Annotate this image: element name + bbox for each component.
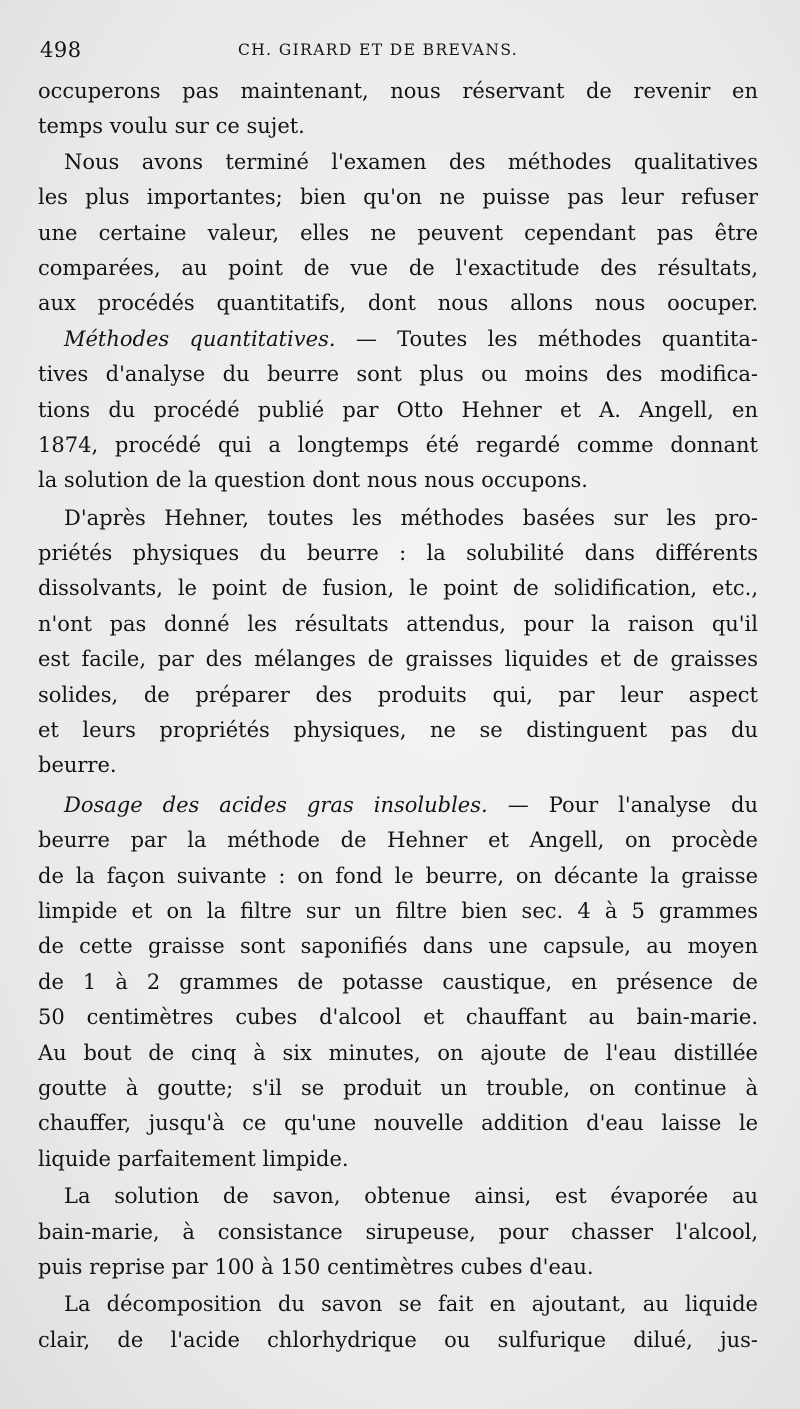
text-line: goutte à goutte; s'il se produit un trouble, on continue à (38, 1075, 758, 1100)
text-fragment: — Toutes les méthodes quantita- (355, 326, 758, 351)
text-line: liquide parfaitement limpide. (38, 1146, 349, 1171)
text-line: comparées, au point de vue de l'exactitude des résultats, (38, 255, 758, 280)
text-line: de 1 à 2 grammes de potasse caustique, en présence de (38, 969, 758, 994)
text-line: clair, de l'acide chlorhydrique ou sulfurique dilué, jus- (38, 1327, 758, 1352)
text-line: Au bout de cinq à six minutes, on ajoute de l'eau distillée (38, 1040, 758, 1065)
section-heading-line (38, 788, 758, 823)
text-line: tives d'analyse du beurre sont plus ou moins des modifica- (38, 362, 758, 387)
paragraph-start-line: La solution de savon, obtenue ainsi, est évaporée au (64, 1184, 758, 1209)
text-fragment: — Pour l'analyse du (507, 792, 758, 817)
text-line: les plus importantes; bien qu'on ne puisse pas leur refuser (38, 185, 758, 210)
section-heading-quantitative: Méthodes quantitatives. (64, 326, 336, 351)
paragraph-start-line: Nous avons terminé l'examen des méthodes qualitatives (64, 149, 758, 174)
text-line: de cette graisse sont saponifiés dans une capsule, au moyen (38, 934, 758, 959)
text-line: puis reprise par 100 à 150 centimètres cubes d'eau. (38, 1254, 594, 1279)
text-line: beurre par la méthode de Hehner et Angell, on procède (38, 828, 758, 853)
running-title: CH. GIRARD ET DE BREVANS. (238, 41, 519, 59)
text-line: limpide et on la filtre sur un filtre bien sec. 4 à 5 grammes (38, 898, 758, 923)
text-line: n'ont pas donné les résultats attendus, pour la raison qu'il (38, 611, 758, 636)
text-line: une certaine valeur, elles ne peuvent cependant pas être (38, 220, 758, 245)
text-line: de la façon suivante : on fond le beurre, on décante la graisse (38, 863, 758, 888)
body-text (38, 74, 758, 1358)
text-line: solides, de préparer des produits qui, par leur aspect (38, 682, 758, 707)
section-heading-dosage: Dosage des acides gras insolubles. (64, 792, 488, 817)
text-line: chauffer, jusqu'à ce qu'une nouvelle addition d'eau laisse le (38, 1111, 758, 1136)
section-heading-line (38, 322, 758, 357)
text-line: est facile, par des mélanges de graisses liquides et de graisses (38, 647, 758, 672)
text-line: aux procédés quantitatifs, dont nous allons nous oocuper. (38, 291, 758, 316)
text-line: temps voulu sur ce sujet. (38, 114, 305, 139)
text-line: et leurs propriétés physiques, ne se distinguent pas du (38, 718, 758, 743)
text-line: priétés physiques du beurre : la solubilité dans différents (38, 541, 758, 566)
page-number: 498 (40, 38, 82, 62)
paragraph-start-line: La décomposition du savon se fait en ajoutant, au liquide (64, 1292, 758, 1317)
running-header (40, 38, 762, 68)
paragraph-start-line: D'après Hehner, toutes les méthodes basées sur les pro- (64, 505, 758, 530)
text-line: bain-marie, à consistance sirupeuse, pour chasser l'alcool, (38, 1219, 758, 1244)
text-line: beurre. (38, 753, 117, 778)
text-line: occuperons pas maintenant, nous réservant de revenir en (38, 79, 758, 103)
text-line: 50 centimètres cubes d'alcool et chauffant au bain-marie. (38, 1005, 758, 1030)
text-line: tions du procédé publié par Otto Hehner et A. Angell, en (38, 397, 758, 422)
text-line: dissolvants, le point de fusion, le point de solidification, etc., (38, 576, 758, 601)
text-line: 1874, procédé qui a longtemps été regardé comme donnant (38, 432, 758, 457)
text-line: la solution de la question dont nous nous occupons. (38, 468, 588, 493)
